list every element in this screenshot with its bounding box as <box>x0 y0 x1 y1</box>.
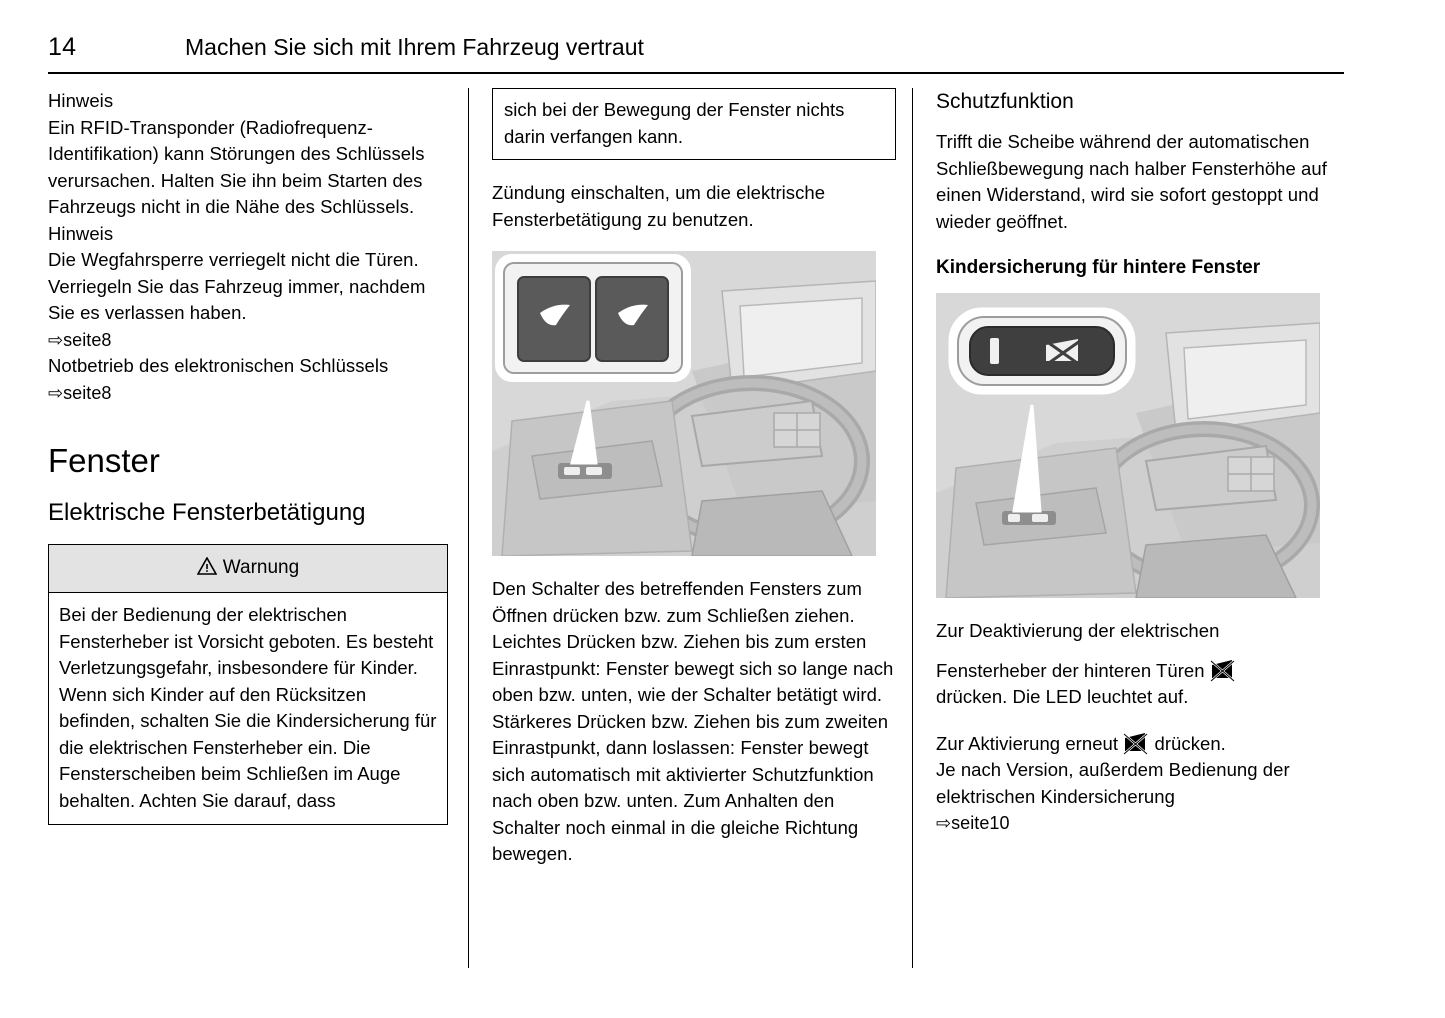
deactivation-text-before: Fensterheber der hinteren Türen <box>936 659 1205 681</box>
page-number: 14 <box>48 33 77 61</box>
paragraph-emergency-key: Notbetrieb des elektronischen Schlüssels <box>48 355 389 376</box>
child-lock-switch-illustration <box>936 293 1320 598</box>
note-text-2: Die Wegfahrsperre verriegelt nicht die Türen. <box>48 249 419 270</box>
cross-reference-2[interactable]: ⇨seite8 <box>48 382 112 403</box>
callout-box: sich bei der Bewegung der Fenster nichts darin verfangen kann. <box>492 88 896 160</box>
note-label-1: Hinweis <box>48 90 114 111</box>
cross-reference-3[interactable]: ⇨seite10 <box>936 813 1010 833</box>
paragraph-deactivation-line2 <box>936 658 1340 685</box>
paragraph-deactivation-line1: Zur Deaktivierung der elektrischen <box>936 620 1220 641</box>
column-divider-1 <box>468 88 469 968</box>
paragraph-strong-press: Stärkeres Drücken bzw. Ziehen bis zum zweiten Einrastpunkt, dann loslassen: Fenster bewegt sich automatisch mit aktivierter Schutzfunktion nach oben bzw. unten. Zum Anhalten den Schalter noch einmal in die gleiche Richtung bewegen. <box>492 710 889 864</box>
column-middle <box>492 88 896 868</box>
paragraph-safety-function: Trifft die Scheibe während der automatischen Schließbewegung nach halber Fensterhöhe auf einen Widerstand, wird sie sofort gestoppt und wieder geöffnet. <box>936 131 1327 232</box>
page-header <box>48 28 1344 74</box>
paragraph-ignition: Zündung einschalten, um die elektrische Fensterbetätigung zu benutzen. <box>492 182 826 230</box>
child-lock-window-icon-2 <box>1123 732 1149 756</box>
page-title: Machen Sie sich mit Ihrem Fahrzeug vertraut <box>185 34 644 60</box>
paragraph-activation <box>936 731 1340 758</box>
child-lock-window-icon <box>1210 659 1236 683</box>
column-divider-2 <box>912 88 913 968</box>
paragraph-version-note: Je nach Version, außerdem Bedienung der elektrischen Kindersicherung <box>936 759 1290 807</box>
heading-child-lock: Kindersicherung für hintere Fenster <box>936 257 1261 278</box>
warning-box <box>48 544 448 825</box>
window-switch-illustration <box>492 251 876 556</box>
paragraph-deactivation-line3: drücken. Die LED leuchtet auf. <box>936 686 1189 707</box>
warning-triangle-icon <box>197 557 217 583</box>
warning-text: Bei der Bedienung der elektrischen Fensterheber ist Vorsicht geboten. Es besteht Verletzungsgefahr, insbesondere für Kinder. Wenn sich Kinder auf den Rücksitzen befinden, schalten Sie die Kindersicherung für die elektrischen Fensterheber ein. Die Fensterscheiben beim Schließen im Auge behalten. Achten Sie darauf, dass <box>59 604 437 811</box>
paragraph-switch-operation: Den Schalter des betreffenden Fensters zum Öffnen drücken bzw. zum Schließen ziehen. <box>492 578 862 626</box>
paragraph-light-press: Leichtes Drücken bzw. Ziehen bis zum ersten Einrastpunkt: Fenster bewegt sich so lange nach oben bzw. unten, wie der Schalter betätigt wird. <box>492 631 894 705</box>
warning-label: Warnung <box>222 557 300 578</box>
section-heading-windows: Fenster <box>48 442 160 479</box>
column-left <box>48 88 448 825</box>
column-right <box>936 88 1340 837</box>
paragraph-lock-vehicle: Verriegeln Sie das Fahrzeug immer, nachdem Sie es verlassen haben. <box>48 275 426 323</box>
activation-text-before: Zur Aktivierung erneut <box>936 732 1119 754</box>
warning-header <box>49 545 447 593</box>
activation-text-after: drücken. <box>1154 732 1226 754</box>
subsection-heading-power-windows: Elektrische Fensterbetätigung <box>48 499 366 526</box>
heading-safety-function: Schutzfunktion <box>936 90 1074 113</box>
cross-reference-1[interactable]: ⇨seite8 <box>48 329 112 350</box>
note-text-1: Ein RFID-Transponder (Radiofrequenz-Identifikation) kann Störungen des Schlüssels verursachen. Halten Sie ihn beim Starten des Fahrzeugs nicht in die Nähe des Schlüssels. <box>48 116 425 217</box>
note-label-2: Hinweis <box>48 222 114 244</box>
